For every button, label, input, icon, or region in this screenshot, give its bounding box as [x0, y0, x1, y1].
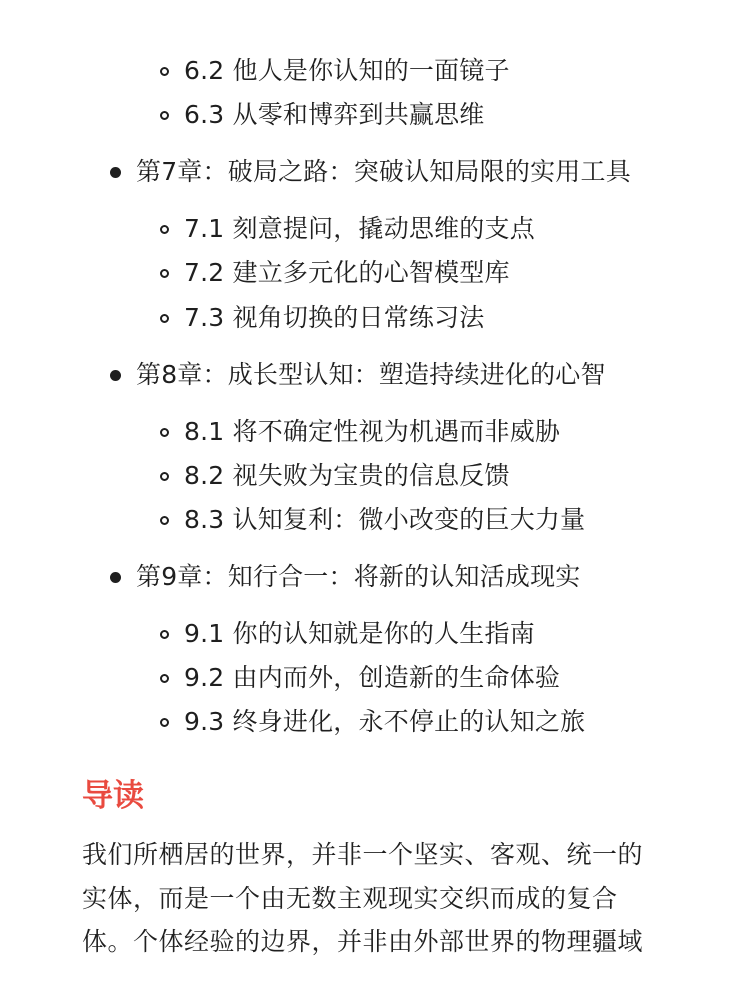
toc-item-8-3[interactable] [160, 500, 585, 540]
hollow-bullet-icon [160, 516, 169, 525]
toc-item-8-2[interactable] [160, 456, 510, 496]
toc-item-label: 8.2 视失败为宝贵的信息反馈 [184, 461, 510, 490]
hollow-bullet-icon [160, 674, 169, 683]
toc-item-7-2[interactable] [160, 253, 510, 293]
toc-item-9-2[interactable] [160, 658, 560, 698]
toc-chapter-label: 第7章：破局之路：突破认知局限的实用工具 [136, 157, 631, 186]
toc-item-9-1[interactable] [160, 614, 535, 654]
toc-chapter-label: 第8章：成长型认知：塑造持续进化的心智 [136, 360, 606, 389]
toc-chapter-9[interactable] [110, 557, 581, 597]
toc-item-6-2[interactable] [160, 51, 510, 91]
toc-item-label: 8.1 将不确定性视为机遇而非威胁 [184, 417, 561, 446]
toc-chapter-label: 第9章：知行合一：将新的认知活成现实 [136, 562, 581, 591]
toc-chapter-8[interactable] [110, 355, 606, 395]
toc-item-label: 6.3 从零和博弈到共赢思维 [184, 100, 485, 129]
toc-item-label: 8.3 认知复利：微小改变的巨大力量 [184, 505, 586, 534]
filled-bullet-icon [110, 572, 121, 583]
toc-item-7-1[interactable] [160, 209, 535, 249]
paragraph-line: 实体，而是一个由无数主观现实交织而成的复合 [82, 884, 618, 913]
hollow-bullet-icon [160, 269, 169, 278]
filled-bullet-icon [110, 167, 121, 178]
toc-item-6-3[interactable] [160, 95, 485, 135]
toc-chapter-7[interactable] [110, 152, 631, 192]
hollow-bullet-icon [160, 314, 169, 323]
paragraph-line: 体。个体经验的边界，并非由外部世界的物理疆域 [82, 927, 644, 956]
toc-item-label: 9.1 你的认知就是你的人生指南 [184, 619, 535, 648]
hollow-bullet-icon [160, 225, 169, 234]
hollow-bullet-icon [160, 111, 169, 120]
paragraph-line: 我们所栖居的世界，并非一个坚实、客观、统一的 [82, 840, 644, 869]
toc-item-label: 7.2 建立多元化的心智模型库 [184, 258, 510, 287]
hollow-bullet-icon [160, 428, 169, 437]
hollow-bullet-icon [160, 472, 169, 481]
filled-bullet-icon [110, 370, 121, 381]
hollow-bullet-icon [160, 67, 169, 76]
hollow-bullet-icon [160, 630, 169, 639]
toc-item-label: 9.3 终身进化，永不停止的认知之旅 [184, 707, 586, 736]
toc-item-8-1[interactable] [160, 412, 560, 452]
toc-item-9-3[interactable] [160, 702, 585, 742]
toc-item-label: 9.2 由内而外，创造新的生命体验 [184, 663, 561, 692]
toc-item-label: 7.3 视角切换的日常练习法 [184, 303, 485, 332]
toc-item-label: 7.1 刻意提问，撬动思维的支点 [184, 214, 535, 243]
toc-item-label: 6.2 他人是你认知的一面镜子 [184, 56, 510, 85]
hollow-bullet-icon [160, 718, 169, 727]
intro-heading: 导读 [82, 778, 144, 814]
toc-item-7-3[interactable] [160, 298, 485, 338]
